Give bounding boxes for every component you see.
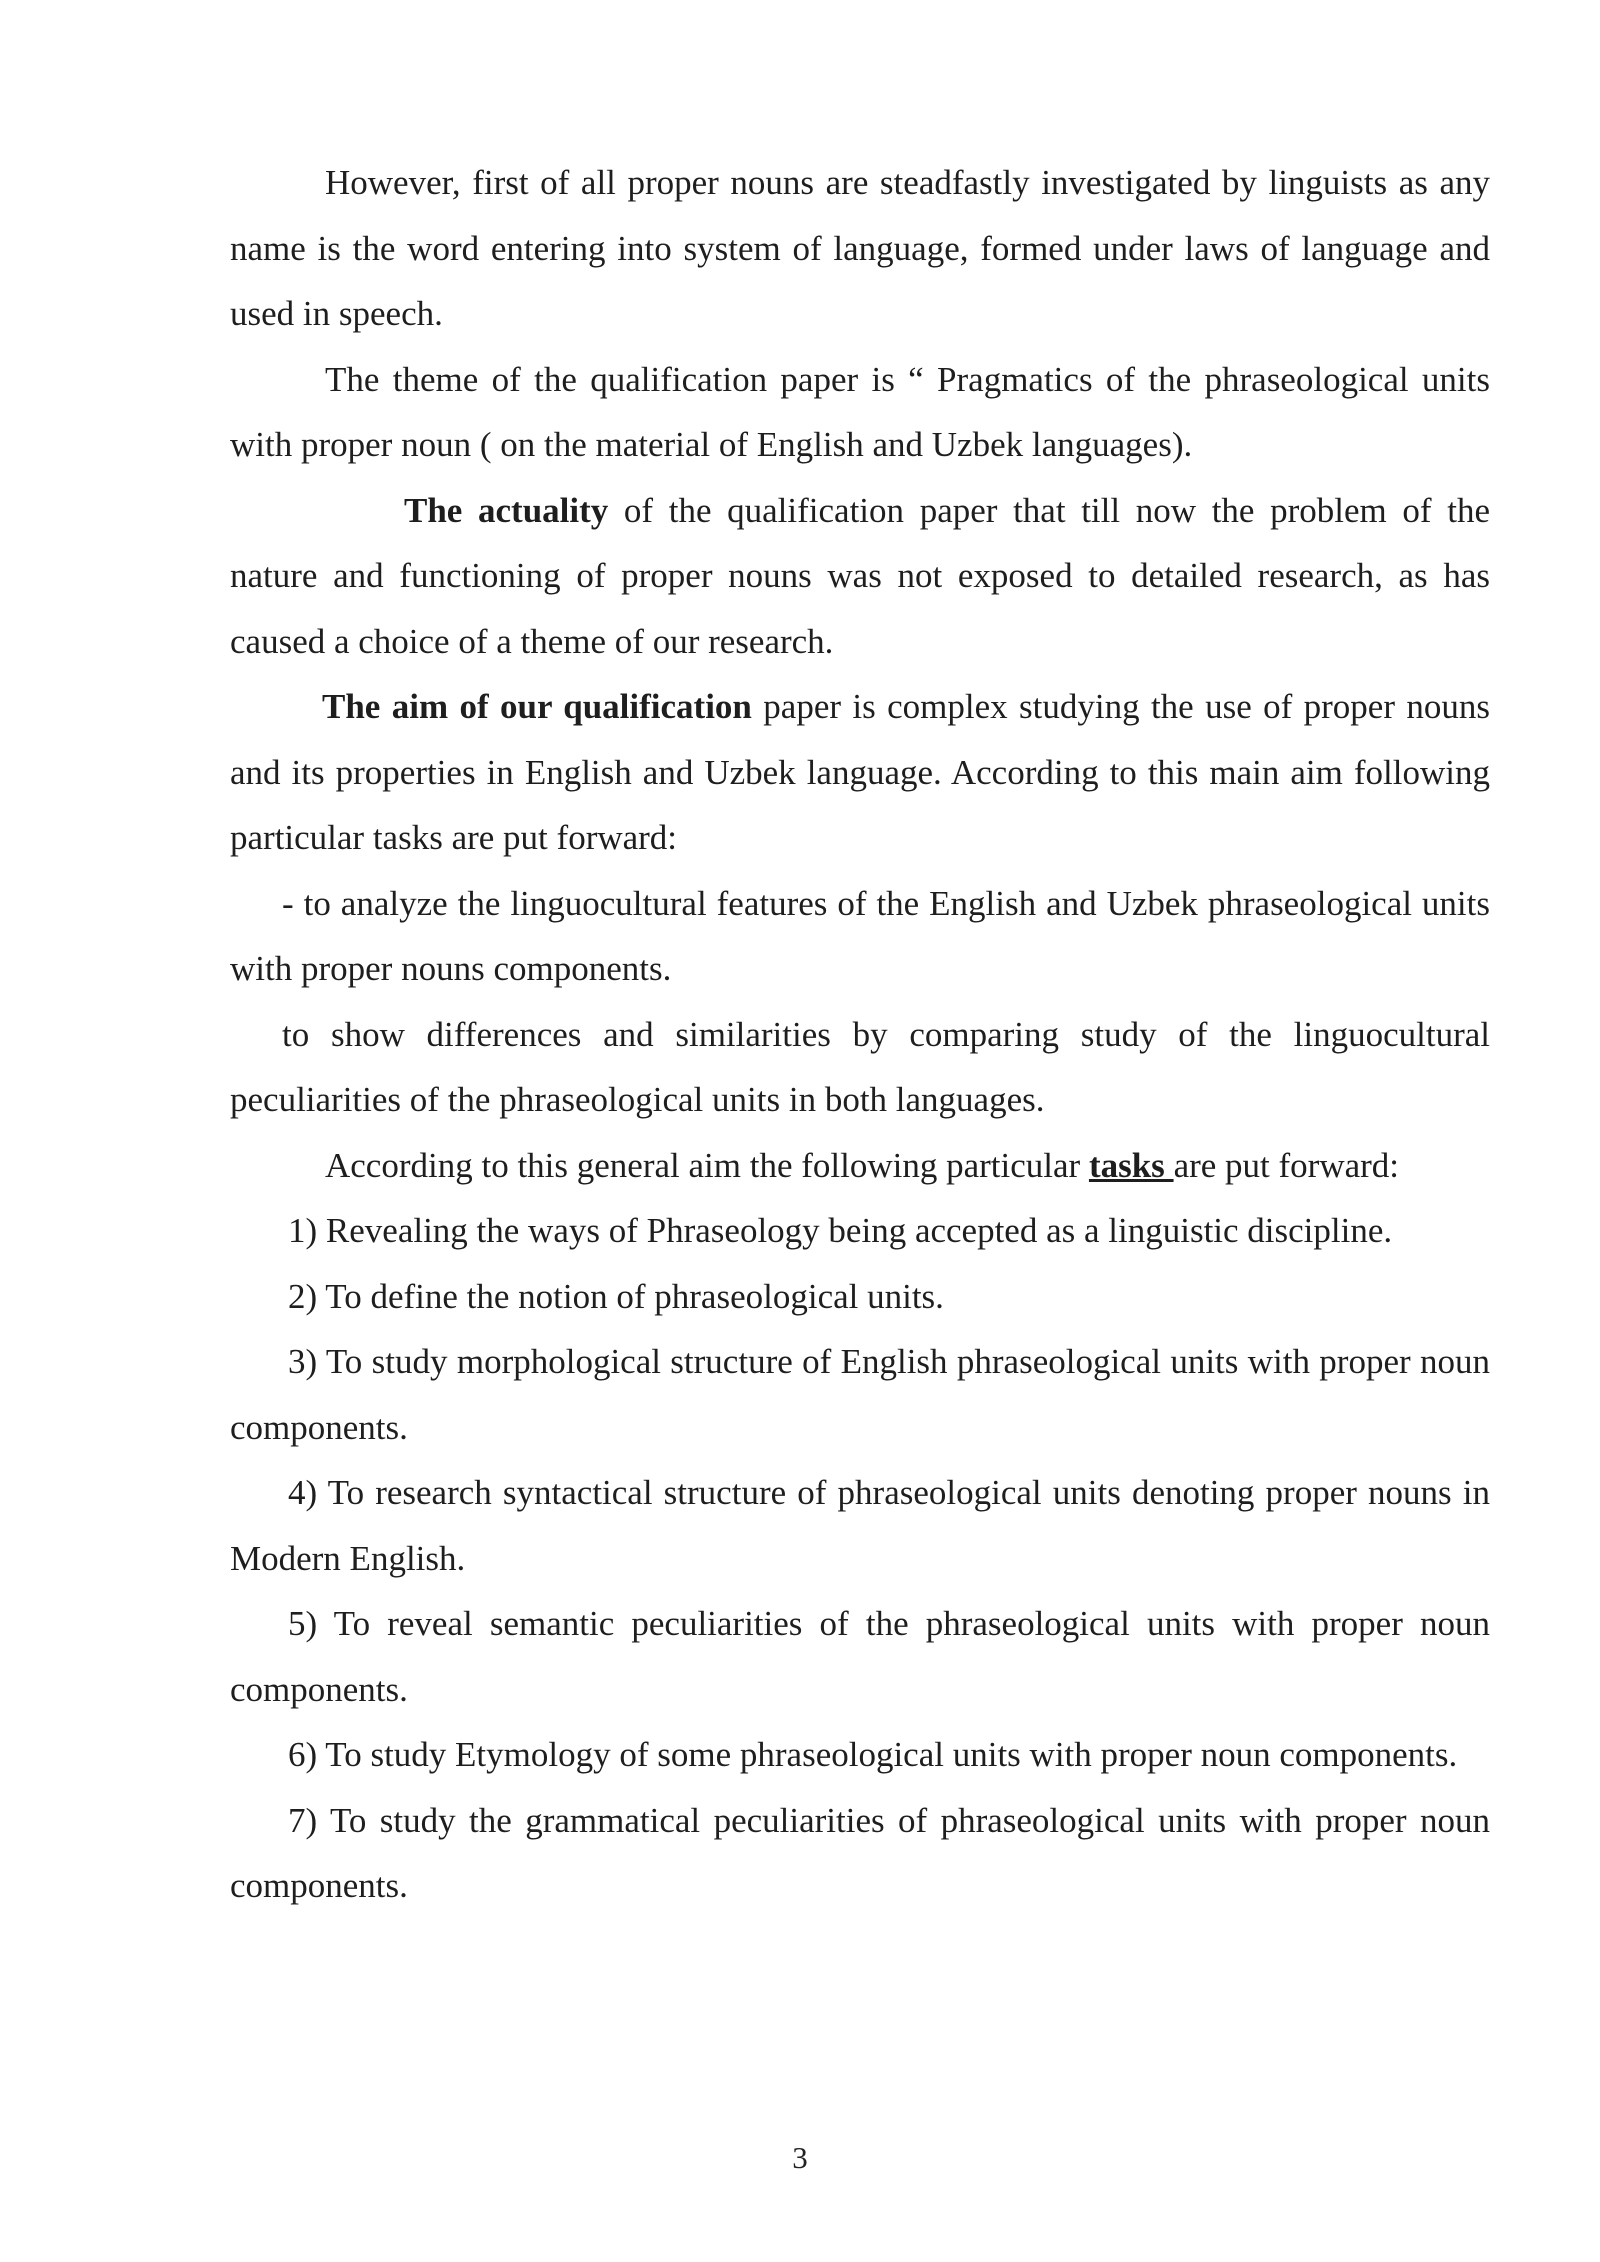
paragraph-aim: [230, 674, 1490, 871]
actuality-text: of the qualification paper that till now the problem of the nature and functioning of proper nouns was not exposed to detailed research, as has caused a choice of a theme of our research.: [230, 490, 1490, 661]
list-item: 5) To reveal semantic peculiarities of the phraseological units with proper noun components.: [230, 1604, 1490, 1709]
tasks-intro-end: are put forward:: [1173, 1145, 1400, 1185]
list-item: 7) To study the grammatical peculiarities of phraseological units with proper noun components.: [230, 1800, 1490, 1905]
paragraph-proper-nouns-intro: However, first of all proper nouns are steadfastly investigated by linguists as any name is the word entering into system of language, formed under laws of language and used in speech.: [230, 163, 1490, 333]
actuality-heading: The actuality: [404, 490, 609, 530]
paragraph-actuality: [230, 478, 1490, 675]
paragraph-analyze-task: - to analyze the linguocultural features of the English and Uzbek phraseological units with proper nouns components.: [230, 883, 1490, 988]
document-page: [230, 150, 1490, 1919]
aim-heading: The aim of our qualification: [322, 687, 752, 726]
page-number: 3: [792, 2140, 808, 2175]
list-item: 2) To define the notion of phraseological units.: [288, 1276, 944, 1316]
paragraph-tasks-intro: [230, 1133, 1490, 1199]
aim-text: paper is complex studying the use of proper nouns and its properties in English and Uzbek language. According to this main aim following particular tasks are put forward:: [230, 687, 1490, 857]
list-item: 3) To study morphological structure of English phraseological units with proper noun components.: [230, 1342, 1490, 1447]
list-item: 4) To research syntactical structure of phraseological units denoting proper nouns in Modern English.: [230, 1473, 1490, 1578]
paragraph-show-differences: to show differences and similarities by comparing study of the linguocultural peculiarities of the phraseological units in both languages.: [230, 1014, 1490, 1119]
paragraph-theme: The theme of the qualification paper is “ Pragmatics of the phraseological units with proper noun ( on the material of English and Uzbek languages).: [230, 359, 1490, 464]
list-item: 1) Revealing the ways of Phraseology being accepted as a linguistic discipline.: [288, 1211, 1393, 1250]
list-item: 6) To study Etymology of some phraseological units with proper noun components.: [288, 1735, 1458, 1774]
tasks-heading: tasks: [1088, 1145, 1174, 1185]
tasks-intro-start: According to this general aim the following particular: [325, 1145, 1089, 1185]
